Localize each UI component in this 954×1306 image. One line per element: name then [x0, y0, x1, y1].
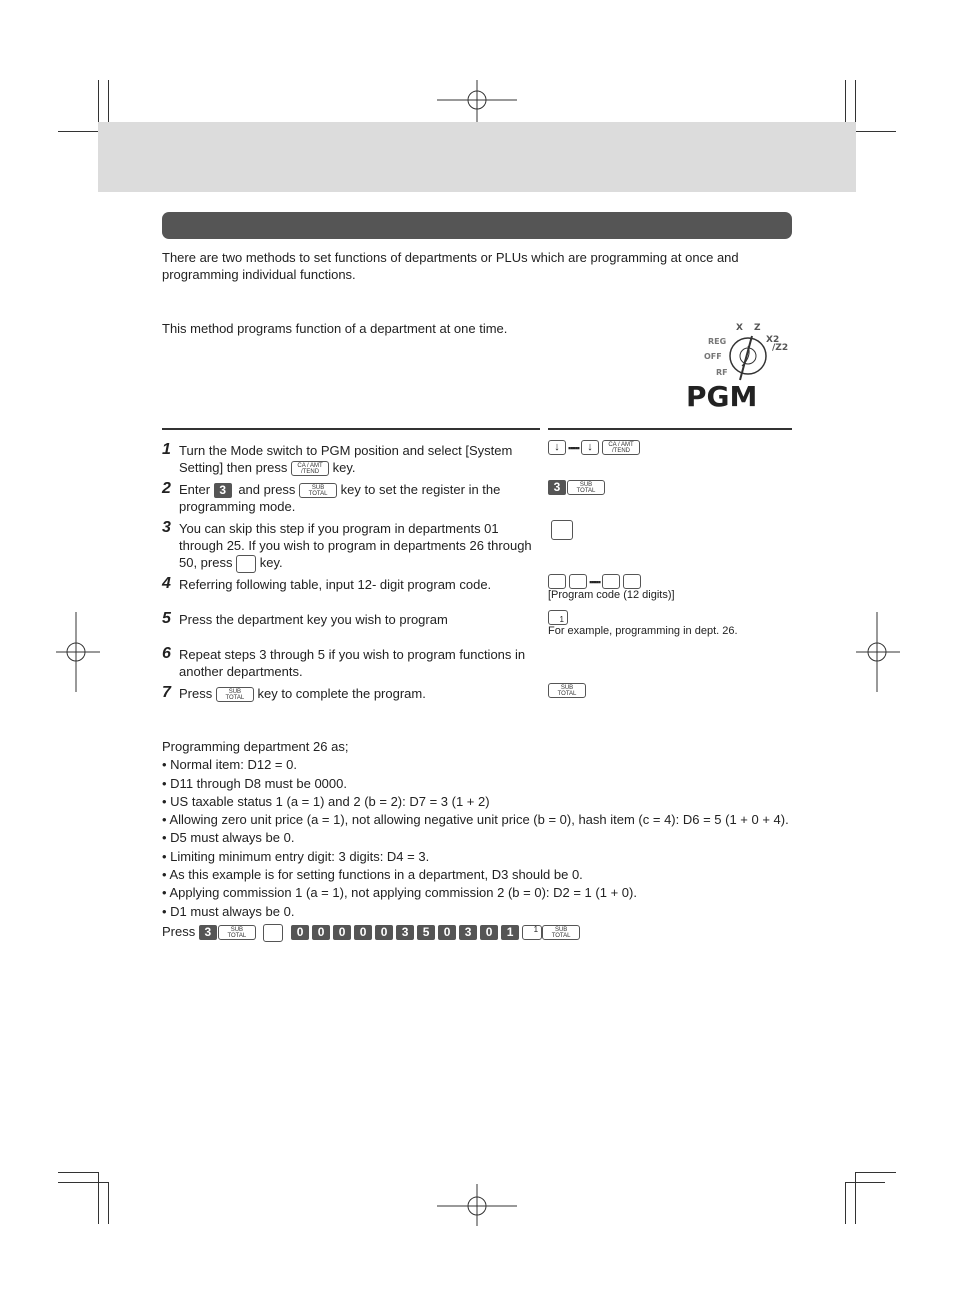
program-code-key[interactable]	[602, 574, 620, 589]
step-number: 4	[162, 575, 171, 592]
step-number: 5	[162, 610, 171, 627]
example-bullet: • Allowing zero unit price (a = 1), not allowing negative unit price (b = 0), hash item (c = 4): D6 = 5 (1 + 0 + 4).	[162, 812, 789, 828]
mode-label-reg: REG	[708, 337, 727, 346]
step-number: 1	[162, 441, 171, 458]
intro-paragraph	[162, 249, 802, 283]
example-bullet: • D1 must always be 0.	[162, 903, 295, 919]
arrow-down-key[interactable]: ↓	[548, 440, 566, 455]
right-step-2-keys	[548, 480, 605, 495]
example-bullet: • Limiting minimum entry digit: 3 digits: D4 = 3.	[162, 848, 430, 864]
example-heading: Programming department 26 as;	[162, 739, 349, 754]
example-bullet: • Normal item: D12 = 0.	[162, 757, 297, 773]
step-6-text: Repeat steps 3 through 5 if you wish to program functions in another departments.	[179, 647, 526, 679]
section-title-bar	[162, 212, 792, 239]
step-number: 3	[162, 519, 171, 536]
program-code-key[interactable]	[548, 574, 566, 589]
intro-line-1: There are two methods to set functions of departments or PLUs which are programming at once and	[162, 250, 739, 265]
registration-mark-bottom	[437, 1184, 517, 1226]
subtotal-key[interactable]: SUB TOTAL	[299, 483, 337, 498]
example-bullet: • Applying commission 1 (a = 1), not applying commission 2 (b = 0): D2 = 1 (1 + 0).	[162, 885, 637, 901]
pgm-mode-label: PGM	[686, 380, 758, 413]
procedure-rule-right	[548, 428, 792, 430]
mode-label-x: X	[736, 323, 743, 333]
subtotal-key[interactable]: SUB TOTAL	[216, 687, 254, 702]
intro-line-2: programming individual functions.	[162, 267, 356, 282]
right-step-5-keys	[548, 610, 738, 637]
code-digit-key[interactable]: 0	[312, 925, 330, 940]
code-digit-key[interactable]: 3	[459, 925, 477, 940]
example-bullet: • D11 through D8 must be 0000.	[162, 775, 347, 791]
code-digit-key[interactable]: 0	[438, 925, 456, 940]
dept-shift-key[interactable]	[263, 924, 283, 942]
dept-shift-key[interactable]	[551, 520, 573, 540]
subtotal-key[interactable]: SUB TOTAL	[548, 683, 586, 698]
code-digit-key[interactable]: 0	[333, 925, 351, 940]
step-number: 2	[162, 480, 171, 497]
code-digit-key[interactable]: 0	[375, 925, 393, 940]
ca-amt-tend-key[interactable]: CA / AMT /TEND	[602, 440, 640, 455]
page-header-band	[98, 122, 856, 192]
step-3-text: You can skip this step if you program in departments 01 through 25. If you wish to program in departments 26 through 50, press key.	[179, 520, 539, 573]
program-code-key[interactable]	[569, 574, 587, 589]
right-step-7-keys	[548, 683, 586, 698]
registration-mark-left	[56, 612, 100, 692]
step-4-text: Referring following table, input 12- digit program code.	[179, 577, 492, 592]
mode-label-off: OFF	[704, 352, 722, 361]
ca-amt-tend-key[interactable]: CA / AMT /TEND	[291, 461, 329, 476]
arrow-down-key[interactable]: ↓	[581, 440, 599, 455]
digit-key-3[interactable]: 3	[199, 925, 217, 940]
step-5-text: Press the department key you wish to program	[179, 612, 448, 627]
mode-switch-icon	[680, 318, 800, 413]
mode-label-z: Z	[754, 323, 761, 333]
code-digit-key[interactable]: 0	[480, 925, 498, 940]
example-bullet: • US taxable status 1 (a = 1) and 2 (b = 2): D7 = 3 (1 + 2)	[162, 793, 490, 809]
digit-key-3[interactable]: 3	[548, 480, 566, 495]
code-digit-key[interactable]: 3	[396, 925, 414, 940]
code-digit-key[interactable]: 0	[354, 925, 372, 940]
department-key-1[interactable]: 1	[548, 610, 568, 625]
mode-label-rf: RF	[716, 368, 728, 377]
step-number: 6	[162, 645, 171, 662]
procedure-rule-left	[162, 428, 540, 430]
registration-mark-top	[437, 80, 517, 122]
dept-shift-key[interactable]	[236, 555, 256, 573]
right-step-4-keys	[548, 574, 675, 601]
code-digit-key[interactable]: 0	[291, 925, 309, 940]
step-2-text: Enter 3 and press SUB TOTAL key to set the register in the programming mode.	[179, 482, 501, 515]
step-7-text: Press SUB TOTAL key to complete the program.	[179, 686, 426, 702]
right-step-1-keys	[548, 440, 640, 455]
example-note: For example, programming in dept. 26.	[548, 625, 738, 637]
digit-key-3[interactable]: 3	[214, 483, 232, 498]
step-number: 7	[162, 684, 171, 701]
example-section	[162, 738, 802, 942]
program-code-key[interactable]	[623, 574, 641, 589]
code-digit-key[interactable]: 5	[417, 925, 435, 940]
registration-mark-right	[856, 612, 900, 692]
code-digit-key[interactable]: 1	[501, 925, 519, 940]
method-description: This method programs function of a department at one time.	[162, 321, 508, 336]
program-code-note: [Program code (12 digits)]	[548, 589, 675, 601]
mode-label-z2: /Z2	[772, 343, 789, 353]
example-bullet: • D5 must always be 0.	[162, 830, 295, 846]
subtotal-key[interactable]: SUB TOTAL	[218, 925, 256, 940]
subtotal-key[interactable]: SUB TOTAL	[542, 925, 580, 940]
subtotal-key[interactable]: SUB TOTAL	[567, 480, 605, 495]
step-1-text: Turn the Mode switch to PGM position and select [System Setting] then press CA / AMT /TEND key.	[179, 443, 513, 476]
example-key-sequence: Press 3 SUB TOTAL 0 0 0 0 0 3 5 0 3 0 1 1 SUB TOTAL	[162, 923, 802, 942]
repeat-dots: ▪▪▪▪▪	[568, 442, 579, 453]
repeat-dots: ▪▪▪▪▪	[589, 576, 601, 587]
example-bullet: • As this example is for setting functions in a department, D3 should be 0.	[162, 867, 583, 883]
right-step-3-keys	[548, 520, 573, 540]
mode-label-x2: X2	[766, 335, 780, 345]
department-key-1[interactable]: 1	[522, 925, 542, 940]
